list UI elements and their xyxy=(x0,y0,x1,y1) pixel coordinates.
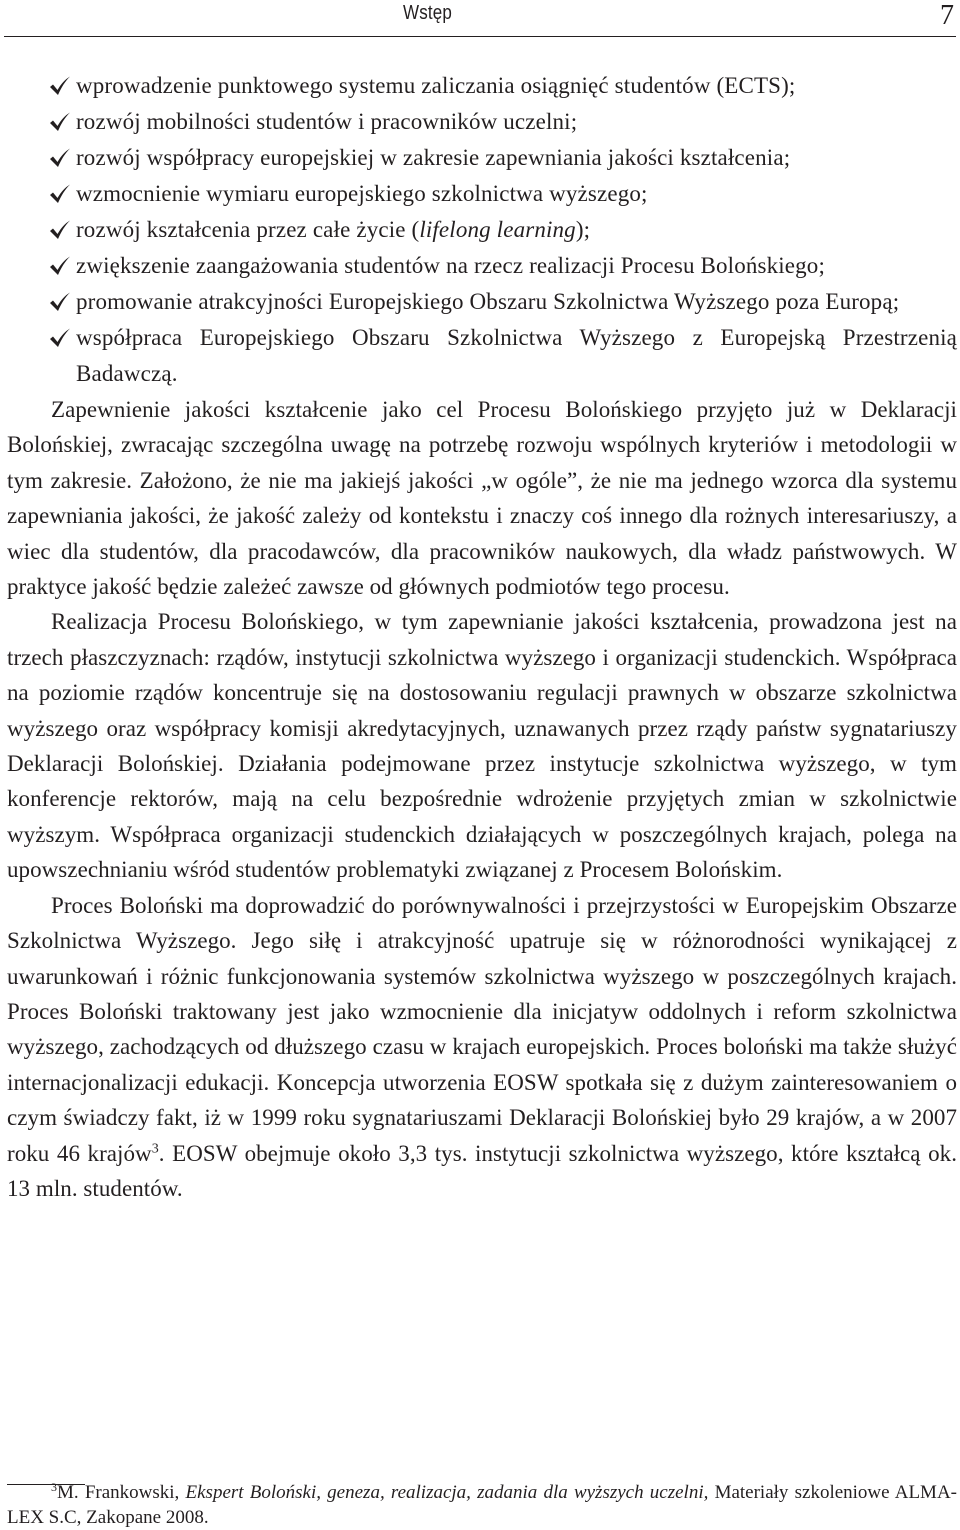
footnote xyxy=(7,1480,957,1530)
running-title: Wstęp xyxy=(403,2,453,24)
checkmark-icon xyxy=(49,220,71,240)
checkmark-icon xyxy=(49,112,71,132)
footnote-publisher: Materiały szkoleniowe ALMA-LEX S.C, Zakopane 2008. xyxy=(7,1482,958,1528)
checklist-item-text: wzmocnienie wymiaru europejskiego szkolnictwa wyższego; xyxy=(76,181,648,206)
checklist-item-text: promowanie atrakcyjności Europejskiego Obszaru Szkolnictwa Wyższego poza Europą; xyxy=(76,289,900,314)
checklist-item-text: rozwój mobilności studentów i pracowników uczelni; xyxy=(76,109,578,134)
text-segment: ); xyxy=(575,217,591,242)
paragraph: Zapewnienie jakości kształcenie jako cel Procesu Bolońskiego przyjęto już w Deklaracji Bolońskiej, zwracając szczególna uwagę na potrzebę rozwoju wspólnych kryteriów i metodologii w tym zakresie. Założono, że nie ma jakiejś jakości „w ogóle”, że nie ma jednego wzorca dla systemu zapewniania jakości, że jakość zależy od kontekstu i znaczy coś innego dla rożnych interesariuszy, a wiec dla studentów, dla pracodawców, dla pracowników naukowych, dla władz państwowych. W praktyce jakość będzie zależeć zawsze od głównych podmiotów tego procesu. xyxy=(7,397,957,600)
checklist xyxy=(7,68,957,392)
paragraph: Realizacja Procesu Bolońskiego, w tym zapewnianie jakości kształcenia, prowadzona jest na trzech płaszczyznach: rządów, instytucji szkolnictwa wyższego i organizacji studenckich. Współpraca na poziomie rządów koncentruje się na dostosowaniu regulacji prawnych w obszarze szkolnictwa wyższego oraz współpracy komisji akredytacyjnych, uznawanych przez rządy państw sygnatariuszy Deklaracji Bolońskiej. Działania podejmowane przez instytucje szkolnictwa wyższego, w tym konferencje rektorów, mają na celu bezpośrednie wdrożenie przyjętych zmian w szkolnictwie wyższym. Współpraca organizacji studenckich działających w poszczególnych krajach, polega na upowszechnianiu wśród studentów problematyki związanej z Procesem Bolońskim. xyxy=(7,609,957,883)
checkmark-icon xyxy=(49,184,71,204)
checklist-item-text: zwiększenie zaangażowania studentów na rzecz realizacji Procesu Bolońskiego; xyxy=(76,253,825,278)
checkmark-icon xyxy=(49,76,71,96)
checkmark-icon xyxy=(49,292,71,312)
italic-term: lifelong learning xyxy=(419,217,576,242)
checklist-item xyxy=(7,248,957,284)
checkmark-icon xyxy=(49,148,71,168)
checklist-item-text: wprowadzenie punktowego systemu zaliczania osiągnięć studentów (ECTS); xyxy=(76,73,796,98)
paragraph xyxy=(7,888,957,1207)
text-segment: rozwój kształcenia przez całe życie ( xyxy=(76,217,420,242)
running-header xyxy=(0,0,960,34)
checkmark-icon xyxy=(49,256,71,276)
footnote-reference[interactable]: 3 xyxy=(151,1140,159,1156)
checklist-item xyxy=(7,176,957,212)
checklist-item xyxy=(7,104,957,140)
checklist-item xyxy=(7,140,957,176)
checklist-item-text: rozwój współpracy europejskiej w zakresie zapewniania jakości kształcenia; xyxy=(76,145,791,170)
footnote-author: M. Frankowski, xyxy=(57,1482,186,1503)
checklist-item-text xyxy=(76,217,590,242)
paragraph-text: . EOSW obejmuje około 3,3 tys. instytucji szkolnictwa wyższego, które kształcą ok. 13 mln. studentów. xyxy=(7,1140,957,1201)
checklist-item xyxy=(7,284,957,320)
main-text xyxy=(7,68,957,1206)
header-rule xyxy=(4,36,956,37)
checklist-item-text: współpraca Europejskiego Obszaru Szkolnictwa Wyższego z Europejską Przestrzenią Badawczą. xyxy=(76,325,957,386)
checklist-item xyxy=(7,212,957,248)
page-number: 7 xyxy=(940,0,954,31)
footnote-number: 3 xyxy=(51,1479,57,1494)
checklist-item xyxy=(7,68,957,104)
paragraph-text: Proces Boloński ma doprowadzić do porównywalności i przejrzystości w Europejskim Obszarze Szkolnictwa Wyższego. Jego siłę i atrakcyjność upatruje się w różnorodności wynikającej z uwarunkowań i różnic funkcjonowania systemów szkolnictwa wyższego w poszczególnych krajach. Proces Boloński traktowany jest jako wzmocnienie dla inicjatyw oddolnych i reform szkolnictwa wyższego, zachodzących od dłuższego czasu w krajach europejskich. Proces boloński ma także służyć internacjonalizacji edukacji. Koncepcja utworzenia EOSW spotkała się z dużym zainteresowaniem o czym świadczy fakt, iż w 1999 roku sygnatariuszami Deklaracji Bolońskiej było 29 krajów, a w 2007 roku 46 krajów xyxy=(7,892,957,1166)
checklist-item xyxy=(7,320,957,392)
footnote-title: Ekspert Boloński, geneza, realizacja, zadania dla wyższych uczelni, xyxy=(185,1482,709,1503)
checkmark-icon xyxy=(49,328,71,348)
